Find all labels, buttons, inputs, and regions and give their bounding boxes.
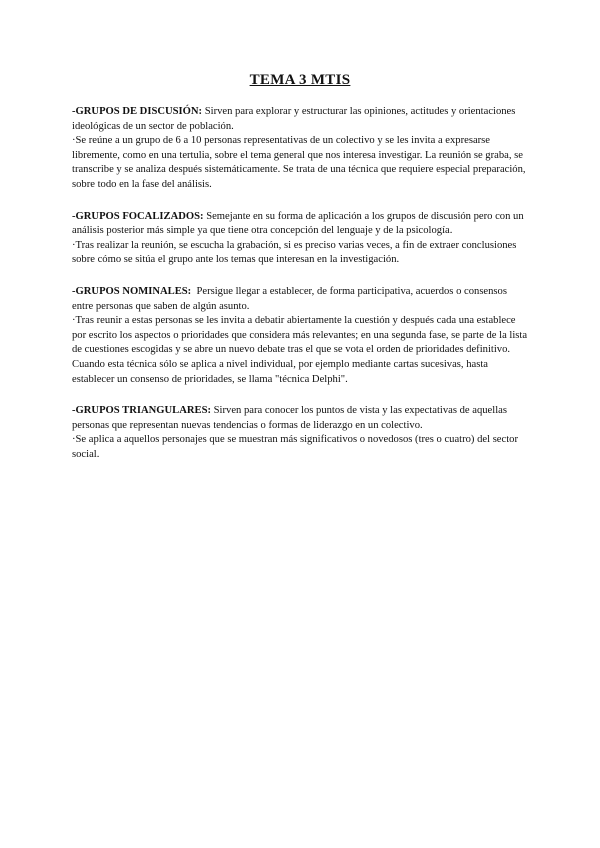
section-intro [72, 404, 528, 433]
section-intro-text: Sirven para explorar y estructurar las opiniones, actitudes y orientaciones ideológicas de un sector de población. [72, 106, 516, 132]
section-body: ·Se aplica a aquellos personajes que se muestran más significativos o novedosos (tres o cuatro) del sector social. [72, 434, 518, 460]
section-intro [72, 285, 528, 314]
document-title: TEMA 3 MTIS [249, 72, 351, 88]
section-heading: -GRUPOS FOCALIZADOS: [72, 210, 204, 222]
section-body: ·Se reúne a un grupo de 6 a 10 personas representativas de un colectivo y se les invita a expresarse libremente, como en una tertulia, sobre el tema general que nos interesa investigar. La reunión se graba, se transcribe y se analiza después sistemáticamente. Se trata de una técnica que requiere especial preparación, sobre todo en la fase del análisis. [72, 135, 526, 190]
section-intro [72, 210, 528, 239]
section-heading: -GRUPOS DE DISCUSIÓN: [72, 106, 203, 117]
section-body: ·Tras reunir a estas personas se les invita a debatir abiertamente la cuestión y después cada una establece por escrito los aspectos o prioridades que considera más relevantes; en una segunda fase, se parte de la lista de cuestiones escogidas y se abre un nuevo debate tras el que se vota el orden de prioridades definitivo. Cuando esta técnica sólo se aplica a nivel individual, por ejemplo mediante cartas sucesivas, hasta establecer un consenso de prioridades, se llama "técnica Delphi". [72, 315, 528, 385]
section-body: ·Tras realizar la reunión, se escucha la grabación, si es preciso varias veces, a fin de extraer conclusiones sobre cómo se sitúa el grupo ante los temas que interesan en la investigación. [72, 239, 517, 266]
section-intro-text: Persigue llegar a establecer, de forma participativa, acuerdos o consensos entre personas que saben de algún asunto. [72, 285, 510, 312]
section-grupos-nominales [72, 285, 528, 387]
section-grupos-discusion [72, 105, 528, 193]
section-intro-text: Semejante en su forma de aplicación a los grupos de discusión pero con un análisis posterior más simple ya que tiene otra concepción del lenguaje y de la psicología. [72, 210, 524, 237]
section-grupos-focalizados [72, 210, 528, 268]
section-intro-text: Sirven para conocer los puntos de vista y las expectativas de aquellas personas que representan nuevas tendencias o formas de liderazgo en un colectivo. [72, 405, 507, 431]
section-heading: -GRUPOS TRIANGULARES: [72, 405, 212, 417]
section-grupos-triangulares [72, 404, 528, 462]
document-page [72, 72, 528, 479]
section-intro [72, 105, 528, 134]
section-heading: -GRUPOS NOMINALES: [72, 285, 192, 297]
